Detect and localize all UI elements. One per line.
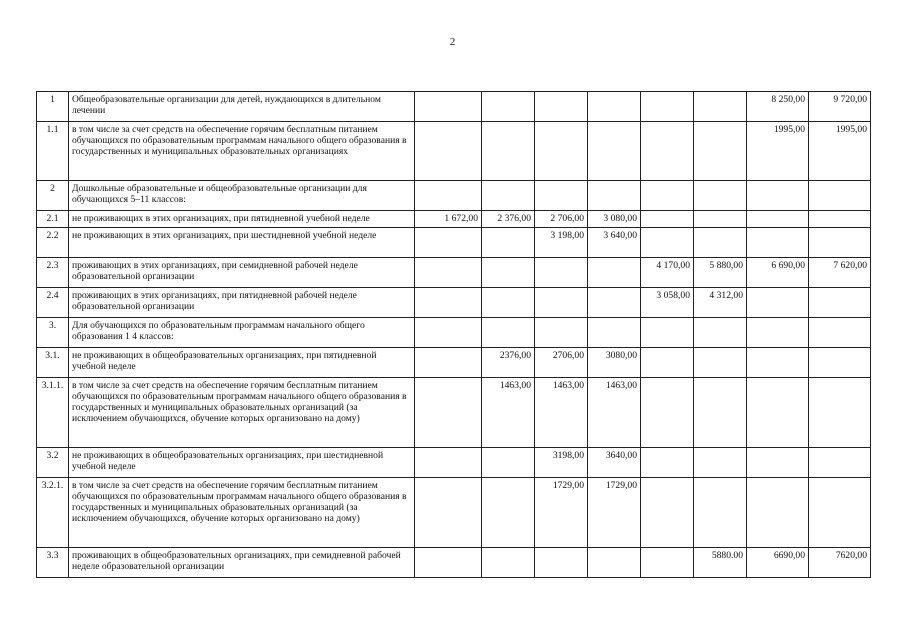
value-cell: [535, 548, 588, 578]
value-cell: 6 690,00: [747, 258, 809, 288]
value-cell: [482, 181, 535, 211]
row-number-cell: 3.2: [37, 448, 69, 478]
value-cell: [641, 228, 694, 258]
row-number-cell: 3.3: [37, 548, 69, 578]
value-cell: [809, 211, 871, 228]
row-number-cell: 3.1.: [37, 348, 69, 378]
value-cell: [747, 318, 809, 348]
value-cell: 2 376,00: [482, 211, 535, 228]
value-cell: [588, 258, 641, 288]
page-number: 2: [449, 36, 456, 48]
table-row: [37, 211, 871, 228]
value-cell: [747, 448, 809, 478]
row-number-cell: 1: [37, 92, 69, 122]
row-description-cell: не проживающих в общеобразовательных организациях, при шестидневной учебной неделе: [69, 448, 415, 478]
value-cell: [588, 122, 641, 181]
table-row: [37, 228, 871, 258]
row-description-cell: в том числе за счет средств на обеспечение горячим бесплатным питанием обучающихся по образовательным программам начального общего образования в государственных и муниципальных образовательных организациях: [69, 122, 415, 181]
value-cell: [588, 92, 641, 122]
value-cell: [641, 122, 694, 181]
value-cell: 4 170,00: [641, 258, 694, 288]
table-body: [37, 92, 871, 578]
row-description-cell: не проживающих в этих организациях, при шестидневной учебной неделе: [69, 228, 415, 258]
value-cell: [747, 228, 809, 258]
value-cell: [415, 181, 482, 211]
row-description-cell: не проживающих в этих организациях, при пятидневной учебной неделе: [69, 211, 415, 228]
value-cell: 1463,00: [535, 378, 588, 448]
value-cell: [694, 348, 747, 378]
value-cell: [535, 181, 588, 211]
value-cell: [641, 181, 694, 211]
value-cell: [747, 378, 809, 448]
row-description-cell: Общеобразовательные организации для детей, нуждающихся в длительном лечении: [69, 92, 415, 122]
value-cell: 3 198,00: [535, 228, 588, 258]
value-cell: 3080,00: [588, 348, 641, 378]
value-cell: [535, 258, 588, 288]
value-cell: 3 080,00: [588, 211, 641, 228]
value-cell: [415, 228, 482, 258]
value-cell: 7620,00: [809, 548, 871, 578]
row-number-cell: 3.1.1.: [37, 378, 69, 448]
value-cell: [482, 478, 535, 548]
value-cell: [694, 122, 747, 181]
row-number-cell: 2.3: [37, 258, 69, 288]
value-cell: [482, 92, 535, 122]
value-cell: [415, 478, 482, 548]
value-cell: [535, 122, 588, 181]
value-cell: 1995,00: [809, 122, 871, 181]
row-description-cell: не проживающих в общеобразовательных организациях, при пятидневной учебной неделе: [69, 348, 415, 378]
value-cell: 5880.00: [694, 548, 747, 578]
value-cell: [415, 92, 482, 122]
value-cell: [809, 318, 871, 348]
value-cell: [809, 181, 871, 211]
row-description-cell: в том числе за счет средств на обеспечение горячим бесплатным питанием обучающихся по образовательным программам начального общего образования в государственных и муниципальных образовательных организаций (за исключением обучающихся, обучение которых организовано на дому): [69, 478, 415, 548]
value-cell: [694, 378, 747, 448]
value-cell: [694, 181, 747, 211]
table-row: [37, 378, 871, 448]
value-cell: [415, 548, 482, 578]
value-cell: [641, 378, 694, 448]
value-cell: 3 058,00: [641, 288, 694, 318]
row-description-cell: проживающих в общеобразовательных организациях, при семидневной рабочей неделе образовательной организации: [69, 548, 415, 578]
value-cell: 1729,00: [535, 478, 588, 548]
table-row: [37, 181, 871, 211]
table-row: [37, 448, 871, 478]
table-row: [37, 288, 871, 318]
value-cell: [641, 548, 694, 578]
value-cell: 1 672,00: [415, 211, 482, 228]
value-cell: [694, 478, 747, 548]
value-cell: 3640,00: [588, 448, 641, 478]
value-cell: 7 620,00: [809, 258, 871, 288]
table-row: [37, 318, 871, 348]
value-cell: [809, 288, 871, 318]
value-cell: [641, 318, 694, 348]
value-cell: 3198,00: [535, 448, 588, 478]
value-cell: [482, 288, 535, 318]
value-cell: [415, 348, 482, 378]
value-cell: 2706,00: [535, 348, 588, 378]
table-row: [37, 478, 871, 548]
value-cell: [809, 348, 871, 378]
row-number-cell: 3.: [37, 318, 69, 348]
value-cell: [809, 478, 871, 548]
value-cell: [482, 448, 535, 478]
value-cell: 2376,00: [482, 348, 535, 378]
value-cell: [535, 92, 588, 122]
value-cell: 5 880,00: [694, 258, 747, 288]
value-cell: [641, 448, 694, 478]
value-cell: [415, 258, 482, 288]
value-cell: [641, 478, 694, 548]
row-description-cell: Дошкольные образовательные и общеобразовательные организации для обучающихся 5–11 классов:: [69, 181, 415, 211]
value-cell: 1729,00: [588, 478, 641, 548]
row-description-cell: проживающих в этих организациях, при пятидневной рабочей неделе образовательной организации: [69, 288, 415, 318]
value-cell: [747, 478, 809, 548]
row-description-cell: в том числе за счет средств на обеспечение горячим бесплатным питанием обучающихся по образовательным программам начального общего образования в государственных и муниципальных образовательных организаций (за исключением обучающихся, обучение которых организовано на дому): [69, 378, 415, 448]
value-cell: [694, 228, 747, 258]
value-cell: [694, 92, 747, 122]
table-row: [37, 258, 871, 288]
value-cell: [747, 348, 809, 378]
row-number-cell: 3.2.1.: [37, 478, 69, 548]
value-cell: [588, 288, 641, 318]
value-cell: [809, 378, 871, 448]
value-cell: [641, 211, 694, 228]
table-row: [37, 348, 871, 378]
value-cell: [694, 211, 747, 228]
value-cell: 8 250,00: [747, 92, 809, 122]
value-cell: [415, 288, 482, 318]
value-cell: [482, 548, 535, 578]
row-number-cell: 2.4: [37, 288, 69, 318]
value-cell: [482, 318, 535, 348]
row-description-cell: Для обучающихся по образовательным программам начального общего образования 1 4 классов:: [69, 318, 415, 348]
value-cell: [415, 378, 482, 448]
table-row: [37, 548, 871, 578]
value-cell: [588, 548, 641, 578]
rates-table: [36, 91, 871, 578]
table-row: [37, 122, 871, 181]
value-cell: [535, 318, 588, 348]
value-cell: [482, 228, 535, 258]
row-number-cell: 2.1: [37, 211, 69, 228]
value-cell: 1463,00: [588, 378, 641, 448]
table-row: [37, 92, 871, 122]
value-cell: [415, 318, 482, 348]
value-cell: [588, 181, 641, 211]
value-cell: [747, 211, 809, 228]
value-cell: [535, 288, 588, 318]
value-cell: [694, 448, 747, 478]
value-cell: [641, 348, 694, 378]
value-cell: [588, 318, 641, 348]
value-cell: 4 312,00: [694, 288, 747, 318]
value-cell: [694, 318, 747, 348]
value-cell: [747, 288, 809, 318]
value-cell: [415, 448, 482, 478]
value-cell: [809, 448, 871, 478]
row-description-cell: проживающих в этих организациях, при семидневной рабочей неделе образовательной организации: [69, 258, 415, 288]
value-cell: [809, 228, 871, 258]
value-cell: 1995,00: [747, 122, 809, 181]
value-cell: [482, 122, 535, 181]
value-cell: 6690,00: [747, 548, 809, 578]
value-cell: [641, 92, 694, 122]
row-number-cell: 1.1: [37, 122, 69, 181]
value-cell: 9 720,00: [809, 92, 871, 122]
value-cell: [482, 258, 535, 288]
row-number-cell: 2.2: [37, 228, 69, 258]
value-cell: 2 706,00: [535, 211, 588, 228]
value-cell: 1463,00: [482, 378, 535, 448]
value-cell: [747, 181, 809, 211]
value-cell: [415, 122, 482, 181]
row-number-cell: 2: [37, 181, 69, 211]
value-cell: 3 640,00: [588, 228, 641, 258]
